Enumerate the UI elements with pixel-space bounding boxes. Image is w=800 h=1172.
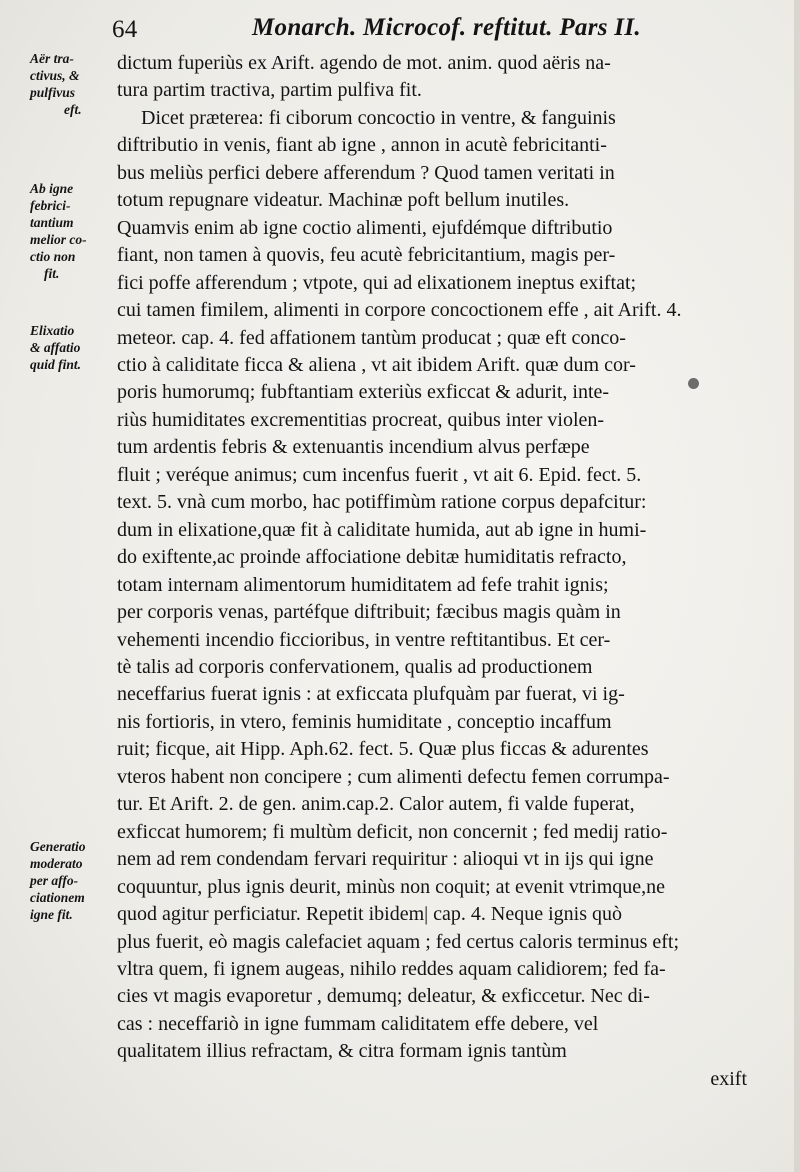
text-line: meteor. cap. 4. fed affationem tantùm producat ; quæ eft conco- — [117, 326, 626, 349]
margin-note-line: Generatio — [30, 839, 86, 854]
text-line: tur. Et Arift. 2. de gen. anim.cap.2. Calor autem, fi valde fuperat, — [117, 793, 635, 816]
margin-note — [30, 50, 124, 118]
margin-note-line: Elixatio — [30, 323, 75, 338]
margin-note-line: melior co- — [30, 232, 87, 247]
margin-note-line: Ab igne — [30, 181, 74, 196]
margin-note-line: tantium — [30, 215, 74, 230]
text-line: cui tamen fimilem, alimenti in corpore concoctionem effe , ait Arift. 4. — [117, 299, 682, 322]
text-line: do exiftente,ac proinde affociatione debitæ humiditatis refracto, — [117, 546, 627, 569]
margin-note-line: ctivus, & — [30, 68, 80, 83]
text-line: text. 5. vnà cum morbo, hac potiffimùm ratione corpus depafcitur: — [117, 491, 647, 514]
margin-note-line: Aër tra- — [30, 51, 74, 66]
body-text — [117, 50, 747, 1093]
margin-notes — [30, 50, 124, 1150]
margin-note-line: & affatio — [30, 340, 81, 355]
text-line: totam internam alimentorum humiditatem ad fefe trahit ignis; — [117, 573, 609, 596]
running-header — [112, 14, 762, 48]
text-line: fluit ; veréque animus; cum incenfus fuerit , vt ait 6. Epid. fect. 5. — [117, 463, 642, 486]
text-line: diftributio in venis, fiant ab igne , annon in acutè febricitanti- — [117, 134, 607, 157]
margin-note-line: pulfivus — [30, 85, 76, 100]
text-line: neceffarius fuerat ignis : at exficcata plufquàm par fuerat, vi ig- — [117, 683, 625, 706]
text-line: vltra quem, fi ignem augeas, nihilo reddes aquam calidiorem; fed fa- — [117, 957, 666, 980]
text-line: nem ad rem condendam fervari requiritur : alioqui vt in ijs qui igne — [117, 848, 654, 871]
text-line: vteros habent non concipere ; cum alimenti defectu femen corrumpa- — [117, 765, 670, 788]
text-line: exift — [710, 1067, 747, 1090]
text-line: nis fortioris, in vtero, feminis humiditate , conceptio incaffum — [117, 710, 612, 733]
text-line: coquuntur, plus ignis deurit, minùs non coquit; at evenit vtrimque,ne — [117, 875, 666, 898]
text-line: Quamvis enim ab igne coctio alimenti, ejufdémque diftributio — [117, 216, 613, 239]
text-line: cies vt magis evaporetur , demumq; deleatur, & exficcetur. Nec di- — [117, 985, 650, 1008]
margin-note-line: ctio non — [30, 249, 76, 264]
margin-note-line: igne fit. — [30, 907, 73, 922]
text-line: fici poffe afferendum ; vtpote, qui ad elixationem ineptus exiftat; — [117, 271, 637, 294]
text-line: quod agitur perficiatur. Repetit ibidem| cap. 4. Neque ignis quò — [117, 903, 622, 926]
text-line: plus fuerit, eò magis calefaciet aquam ; fed certus caloris terminus eft; — [117, 930, 680, 953]
margin-note-line: per affo- — [30, 873, 79, 888]
page-number: 64 — [112, 16, 138, 43]
margin-note — [30, 180, 124, 282]
margin-note-line: fit. — [44, 266, 60, 281]
ink-spot — [688, 378, 699, 389]
text-line: fiant, non tamen à quovis, feu acutè febricitantium, magis per- — [117, 244, 616, 267]
text-line: qualitatem illius refractam, & citra formam ignis tantùm — [117, 1040, 567, 1063]
text-line: ctio à caliditate ficca & aliena , vt ait ibidem Arift. quæ dum cor- — [117, 353, 636, 376]
text-line: bus meliùs perfici debere afferendum ? Quod tamen veritati in — [117, 161, 615, 184]
margin-note-line: ciationem — [30, 890, 85, 905]
text-line: totum repugnare videatur. Machinæ poft bellum inutiles. — [117, 189, 570, 212]
text-line: cas : neceffariò in igne fummam caliditatem effe debere, vel — [117, 1012, 599, 1035]
page-edge — [794, 0, 800, 1172]
running-title: Monarch. Microcof. reftitut. Pars II. — [252, 14, 641, 41]
margin-note-line: moderato — [30, 856, 83, 871]
text-line: Dicet præterea: fi ciborum concoctio in ventre, & fanguinis — [141, 106, 616, 129]
text-line: dum in elixatione,quæ fit à caliditate humida, aut ab igne in humi- — [117, 518, 647, 541]
margin-note-line: eft. — [64, 102, 82, 117]
text-line: tum ardentis febris & extenuantis incendium alvus perfæpe — [117, 436, 590, 459]
text-line: vehementi incendio ficcioribus, in ventre reftitantibus. Et cer- — [117, 628, 611, 651]
text-line: ruit; ficque, ait Hipp. Aph.62. fect. 5. Quæ plus ficcas & adurentes — [117, 738, 649, 761]
margin-note-line: quid fint. — [30, 357, 82, 372]
text-line: poris humorumq; fubftantiam exteriùs exficcat & adurit, inte- — [117, 381, 610, 404]
text-line: per corporis venas, partéfque diftribuit; fæcibus magis quàm in — [117, 601, 621, 624]
text-line: tura partim tractiva, partim pulfiva fit. — [117, 79, 422, 102]
text-line: exficcat humorem; fi multùm deficit, non concernit ; fed medij ratio- — [117, 820, 668, 843]
margin-note-line: febrici- — [30, 198, 71, 213]
margin-note — [30, 838, 124, 923]
text-line: riùs humiditates excrementitias procreat, quibus inter violen- — [117, 408, 605, 431]
text-line: dictum fuperiùs ex Arift. agendo de mot. anim. quod aëris na- — [117, 52, 611, 74]
margin-note — [30, 322, 124, 373]
text-line: tè talis ad corporis confervationem, qualis ad productionem — [117, 655, 593, 678]
